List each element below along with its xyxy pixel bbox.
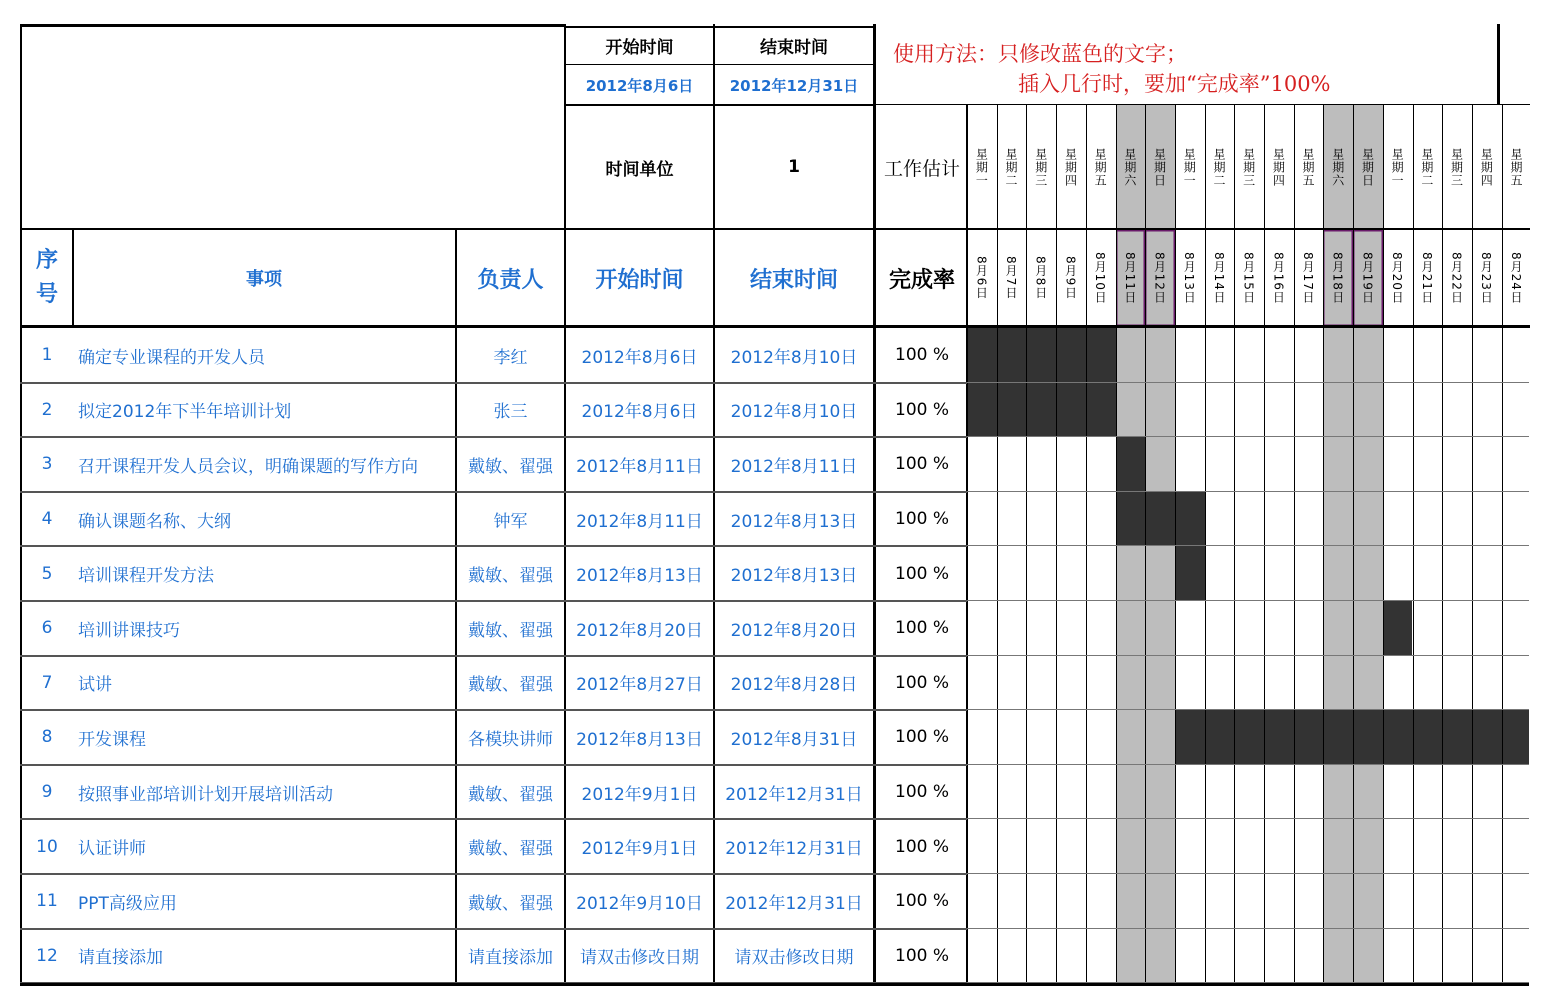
grid-line bbox=[966, 104, 968, 983]
date-label bbox=[1323, 230, 1353, 326]
grid-row-line bbox=[20, 436, 967, 438]
task-completion-cell[interactable] bbox=[877, 546, 967, 601]
task-end: 请双击修改日期 bbox=[734, 948, 854, 969]
task-seq-cell bbox=[22, 929, 72, 984]
date-text: 8月6日 bbox=[974, 256, 989, 300]
task-item: 拟定2012年下半年培训计划 bbox=[78, 402, 292, 423]
grid-left bbox=[20, 24, 22, 983]
task-seq: 7 bbox=[41, 672, 53, 693]
task-completion: 100 % bbox=[895, 891, 950, 912]
grid-day-line bbox=[1413, 104, 1414, 983]
task-seq-cell bbox=[22, 710, 72, 765]
date-text: 8月23日 bbox=[1479, 252, 1494, 304]
weekday-label bbox=[1175, 105, 1205, 229]
gantt-bar bbox=[967, 328, 1116, 383]
task-end-cell[interactable] bbox=[714, 383, 874, 438]
task-end-cell[interactable] bbox=[714, 929, 874, 984]
grid-line bbox=[713, 24, 715, 983]
task-completion-cell[interactable] bbox=[877, 328, 967, 383]
task-completion-cell[interactable] bbox=[877, 437, 967, 492]
weekday-text: 星期四 bbox=[1271, 147, 1286, 187]
task-end: 2012年8月28日 bbox=[730, 675, 858, 696]
grid-row-line bbox=[967, 545, 1529, 546]
task-completion: 100 % bbox=[895, 454, 950, 475]
task-owner-cell[interactable] bbox=[456, 383, 565, 438]
task-owner: 戴敏、翟强 bbox=[468, 893, 553, 914]
weekday-label bbox=[1264, 105, 1294, 229]
grid-day-line bbox=[1264, 104, 1265, 983]
task-item-cell[interactable] bbox=[72, 437, 456, 492]
task-owner: 请直接添加 bbox=[468, 948, 553, 969]
task-owner-cell[interactable] bbox=[456, 874, 565, 929]
task-end-cell[interactable] bbox=[714, 546, 874, 601]
weekday-label bbox=[967, 105, 997, 229]
task-item-cell[interactable] bbox=[72, 492, 456, 547]
grid-row-line bbox=[967, 928, 1529, 929]
weekday-label bbox=[1026, 105, 1056, 229]
task-end-cell[interactable] bbox=[714, 710, 874, 765]
task-item: 召开课程开发人员会议，明确课题的写作方向 bbox=[78, 456, 418, 477]
task-end-cell[interactable] bbox=[714, 492, 874, 547]
task-owner: 戴敏、翟强 bbox=[468, 784, 553, 805]
weekday-label bbox=[1056, 105, 1086, 229]
date-label bbox=[1116, 230, 1146, 326]
task-owner-cell[interactable] bbox=[456, 601, 565, 656]
date-text: 8月8日 bbox=[1033, 256, 1048, 300]
grid-day-line bbox=[1383, 104, 1384, 983]
weekday-text: 星期一 bbox=[974, 147, 989, 187]
grid-day-line bbox=[1086, 104, 1087, 983]
date-label bbox=[1413, 230, 1443, 326]
weekday-text: 星期一 bbox=[1390, 147, 1405, 187]
weekday-label bbox=[1413, 105, 1443, 229]
task-item-cell[interactable] bbox=[72, 383, 456, 438]
date-text: 8月22日 bbox=[1449, 252, 1464, 304]
weekday-text: 星期六 bbox=[1330, 147, 1345, 187]
task-start-cell[interactable] bbox=[565, 765, 714, 820]
date-text: 8月9日 bbox=[1063, 256, 1078, 300]
task-start: 2012年8月13日 bbox=[576, 566, 703, 587]
grid-row-line bbox=[20, 709, 967, 711]
date-text: 8月11日 bbox=[1122, 252, 1137, 304]
weekday-text: 星期三 bbox=[1449, 147, 1464, 187]
grid-day-line bbox=[1145, 104, 1146, 983]
usage-note-line2: 插入几行时，要加“完成率”100% bbox=[1018, 72, 1331, 96]
task-seq: 6 bbox=[41, 618, 53, 639]
grid-day-line bbox=[1175, 104, 1176, 983]
grid-line bbox=[564, 24, 566, 983]
task-completion: 100 % bbox=[895, 563, 950, 584]
grid-row-line bbox=[967, 764, 1529, 765]
weekday-label bbox=[1502, 105, 1532, 229]
weekday-text: 星期六 bbox=[1122, 147, 1137, 187]
weekday-label bbox=[1442, 105, 1472, 229]
task-end: 2012年8月13日 bbox=[730, 566, 858, 587]
task-item: PPT高级应用 bbox=[78, 893, 177, 914]
task-end-cell[interactable] bbox=[714, 765, 874, 820]
task-start-cell[interactable] bbox=[565, 819, 714, 874]
task-seq: 1 bbox=[41, 345, 53, 366]
task-end: 2012年8月10日 bbox=[730, 347, 858, 368]
task-completion-cell[interactable] bbox=[877, 601, 967, 656]
grid-day-line bbox=[1353, 104, 1354, 983]
task-item-cell[interactable] bbox=[72, 819, 456, 874]
weekday-text: 星期二 bbox=[1211, 147, 1226, 187]
grid-line bbox=[1497, 24, 1500, 104]
task-seq: 5 bbox=[41, 563, 53, 584]
task-owner: 李红 bbox=[493, 347, 528, 368]
weekday-label bbox=[1383, 105, 1413, 229]
task-start: 2012年8月6日 bbox=[581, 347, 698, 368]
weekday-label bbox=[1353, 105, 1383, 229]
task-owner-cell[interactable] bbox=[456, 656, 565, 711]
header-end-label: 结束时间 bbox=[760, 38, 828, 58]
task-start-cell[interactable] bbox=[565, 929, 714, 984]
task-item-cell[interactable] bbox=[72, 929, 456, 984]
task-item: 请直接添加 bbox=[78, 948, 163, 969]
weekday-label bbox=[1323, 105, 1353, 229]
task-end: 2012年12月31日 bbox=[725, 784, 863, 805]
grid-bottom bbox=[20, 983, 1529, 986]
task-completion: 100 % bbox=[895, 945, 950, 966]
task-owner-cell[interactable] bbox=[456, 710, 565, 765]
task-completion-cell[interactable] bbox=[877, 819, 967, 874]
date-text: 8月14日 bbox=[1211, 252, 1226, 304]
date-text: 8月17日 bbox=[1301, 252, 1316, 304]
weekday-text: 星期四 bbox=[1063, 147, 1078, 187]
grid-row-line bbox=[20, 764, 967, 766]
task-end-cell[interactable] bbox=[714, 437, 874, 492]
grid-top bbox=[20, 24, 565, 27]
grid-line bbox=[873, 24, 876, 983]
grid-day-line bbox=[1472, 104, 1473, 983]
header-end-value[interactable]: 2012年12月31日 bbox=[729, 76, 859, 95]
weekday-label bbox=[1294, 105, 1324, 229]
usage-note-line1: 使用方法：只修改蓝色的文字； bbox=[893, 42, 1187, 66]
task-start: 2012年8月20日 bbox=[576, 620, 703, 641]
task-item: 培训讲课技巧 bbox=[78, 620, 180, 641]
grid-row-line bbox=[967, 600, 1529, 601]
grid-row-line bbox=[20, 600, 967, 602]
task-seq-cell bbox=[22, 874, 72, 929]
task-start-cell[interactable] bbox=[565, 874, 714, 929]
date-label bbox=[1472, 230, 1502, 326]
task-owner: 戴敏、翟强 bbox=[468, 675, 553, 696]
grid-row-line bbox=[967, 873, 1529, 874]
task-seq-cell bbox=[22, 765, 72, 820]
col-seq-text: 序号 bbox=[35, 248, 58, 307]
grid-day-line bbox=[1323, 104, 1324, 983]
task-end: 2012年12月31日 bbox=[725, 839, 863, 860]
grid-row-line bbox=[967, 382, 1529, 383]
task-seq: 10 bbox=[36, 836, 58, 857]
grid-row-line bbox=[20, 491, 967, 493]
task-end-cell[interactable] bbox=[714, 874, 874, 929]
task-start: 2012年9月10日 bbox=[576, 893, 703, 914]
task-seq-cell bbox=[22, 492, 72, 547]
task-seq-cell bbox=[22, 601, 72, 656]
grid-top-right bbox=[565, 26, 874, 28]
date-text: 8月20日 bbox=[1390, 252, 1405, 304]
task-item-cell[interactable] bbox=[72, 546, 456, 601]
task-start: 2012年9月1日 bbox=[581, 839, 698, 860]
weekday-text: 星期日 bbox=[1152, 147, 1167, 187]
date-label bbox=[1086, 230, 1116, 326]
grid-line bbox=[565, 64, 874, 65]
task-completion: 100 % bbox=[895, 782, 950, 803]
grid-line bbox=[565, 104, 874, 106]
grid-day-line bbox=[1294, 104, 1295, 983]
task-start-cell[interactable] bbox=[565, 437, 714, 492]
date-label bbox=[1175, 230, 1205, 326]
task-owner: 各模块讲师 bbox=[468, 729, 553, 750]
task-start: 请双击修改日期 bbox=[580, 948, 699, 969]
task-start-cell[interactable] bbox=[565, 710, 714, 765]
task-owner: 戴敏、翟强 bbox=[468, 839, 553, 860]
task-completion: 100 % bbox=[895, 509, 950, 530]
task-owner: 张三 bbox=[493, 402, 528, 423]
task-owner-cell[interactable] bbox=[456, 929, 565, 984]
date-label bbox=[997, 230, 1027, 326]
task-end-cell[interactable] bbox=[714, 328, 874, 383]
grid-row-line bbox=[967, 655, 1529, 656]
grid-day-line bbox=[1234, 104, 1235, 983]
task-owner: 戴敏、翟强 bbox=[468, 456, 553, 477]
col-seq-header bbox=[22, 230, 72, 326]
date-text: 8月24日 bbox=[1508, 252, 1523, 304]
task-completion-cell[interactable] bbox=[877, 710, 967, 765]
task-seq-cell bbox=[22, 328, 72, 383]
task-completion: 100 % bbox=[895, 345, 950, 366]
grid-row-line bbox=[20, 818, 967, 820]
task-item: 开发课程 bbox=[78, 729, 146, 750]
col-completion-header: 完成率 bbox=[888, 267, 955, 293]
task-item: 按照事业部培训计划开展培训活动 bbox=[78, 784, 333, 805]
grid-row-line bbox=[967, 709, 1529, 710]
task-start: 2012年9月1日 bbox=[581, 784, 698, 805]
weekday-text: 星期一 bbox=[1182, 147, 1197, 187]
task-completion: 100 % bbox=[895, 618, 950, 639]
gantt-bar bbox=[1175, 546, 1205, 601]
gantt-bar bbox=[967, 383, 1116, 438]
task-end-cell[interactable] bbox=[714, 656, 874, 711]
weekday-text: 星期二 bbox=[1004, 147, 1019, 187]
weekday-text: 星期五 bbox=[1093, 147, 1108, 187]
task-completion-cell[interactable] bbox=[877, 874, 967, 929]
date-text: 8月19日 bbox=[1360, 252, 1375, 304]
date-label bbox=[1294, 230, 1324, 326]
task-end: 2012年8月20日 bbox=[730, 620, 858, 641]
task-item-cell[interactable] bbox=[72, 765, 456, 820]
grid-day-line bbox=[1205, 104, 1206, 983]
col-start-header: 开始时间 bbox=[595, 267, 684, 293]
task-item: 试讲 bbox=[78, 675, 112, 696]
task-end: 2012年8月13日 bbox=[730, 511, 858, 532]
task-start: 2012年8月11日 bbox=[576, 456, 703, 477]
task-completion: 100 % bbox=[895, 672, 950, 693]
grid-day-line bbox=[1026, 104, 1027, 983]
task-completion: 100 % bbox=[895, 399, 950, 420]
grid-line bbox=[20, 228, 1530, 230]
grid-row-line bbox=[967, 436, 1529, 437]
weekday-label bbox=[1205, 105, 1235, 229]
task-seq-cell bbox=[22, 656, 72, 711]
task-start-cell[interactable] bbox=[565, 656, 714, 711]
task-start-cell[interactable] bbox=[565, 546, 714, 601]
date-text: 8月16日 bbox=[1271, 252, 1286, 304]
task-end: 2012年12月31日 bbox=[725, 893, 863, 914]
task-completion: 100 % bbox=[895, 727, 950, 748]
task-item-cell[interactable] bbox=[72, 601, 456, 656]
date-label bbox=[1056, 230, 1086, 326]
task-item: 认证讲师 bbox=[78, 839, 146, 860]
task-completion-cell[interactable] bbox=[877, 765, 967, 820]
task-seq: 8 bbox=[41, 727, 53, 748]
task-completion: 100 % bbox=[895, 836, 950, 857]
grid-row-line bbox=[20, 382, 967, 384]
time-unit-value[interactable]: 1 bbox=[788, 157, 800, 177]
task-start-cell[interactable] bbox=[565, 383, 714, 438]
grid-row-line bbox=[20, 873, 967, 875]
task-seq-cell bbox=[22, 437, 72, 492]
task-end: 2012年8月11日 bbox=[730, 456, 858, 477]
task-seq: 3 bbox=[41, 454, 53, 475]
weekday-label bbox=[1086, 105, 1116, 229]
date-label bbox=[1383, 230, 1413, 326]
task-start: 2012年8月6日 bbox=[581, 402, 698, 423]
grid-row-line bbox=[967, 818, 1529, 819]
weekday-text: 星期四 bbox=[1479, 147, 1494, 187]
date-text: 8月15日 bbox=[1241, 252, 1256, 304]
task-seq-cell bbox=[22, 383, 72, 438]
grid-day-line bbox=[997, 104, 998, 983]
weekday-text: 星期三 bbox=[1241, 147, 1256, 187]
date-text: 8月13日 bbox=[1182, 252, 1197, 304]
grid-row-line bbox=[20, 655, 967, 657]
task-end-cell[interactable] bbox=[714, 819, 874, 874]
gantt-bar bbox=[1175, 710, 1529, 765]
task-owner-cell[interactable] bbox=[456, 819, 565, 874]
task-seq: 11 bbox=[36, 891, 58, 912]
col-owner-header: 负责人 bbox=[477, 267, 544, 293]
time-unit-label: 时间单位 bbox=[605, 159, 674, 180]
weekday-text: 星期五 bbox=[1301, 147, 1316, 187]
weekday-label bbox=[997, 105, 1027, 229]
work-estimate-label: 工作估计 bbox=[883, 157, 960, 180]
gantt-bar bbox=[1116, 492, 1205, 547]
grid-line bbox=[874, 104, 1530, 105]
task-owner-cell[interactable] bbox=[456, 492, 565, 547]
task-owner-cell[interactable] bbox=[456, 437, 565, 492]
grid-line bbox=[455, 228, 457, 983]
weekday-text: 星期五 bbox=[1508, 147, 1523, 187]
grid-line bbox=[72, 228, 74, 328]
task-end: 2012年8月10日 bbox=[730, 402, 858, 423]
header-start-label: 开始时间 bbox=[605, 38, 674, 58]
date-text: 8月7日 bbox=[1004, 256, 1019, 300]
task-start: 2012年8月13日 bbox=[576, 729, 703, 750]
task-start-cell[interactable] bbox=[565, 492, 714, 547]
task-seq: 2 bbox=[41, 399, 53, 420]
task-completion-cell[interactable] bbox=[877, 929, 967, 984]
weekday-text: 星期日 bbox=[1360, 147, 1375, 187]
task-owner: 戴敏、翟强 bbox=[468, 566, 553, 587]
weekday-label bbox=[1234, 105, 1264, 229]
task-item-cell[interactable] bbox=[72, 656, 456, 711]
task-seq: 9 bbox=[41, 782, 53, 803]
grid-day-line bbox=[1442, 104, 1443, 983]
task-item: 培训课程开发方法 bbox=[78, 566, 214, 587]
date-label bbox=[1234, 230, 1264, 326]
task-item-cell[interactable] bbox=[72, 328, 456, 383]
task-owner: 戴敏、翟强 bbox=[468, 620, 553, 641]
col-end-header: 结束时间 bbox=[749, 267, 838, 293]
task-seq-cell bbox=[22, 819, 72, 874]
date-text: 8月12日 bbox=[1152, 252, 1167, 304]
task-owner-cell[interactable] bbox=[456, 765, 565, 820]
task-completion-cell[interactable] bbox=[877, 656, 967, 711]
task-item-cell[interactable] bbox=[72, 874, 456, 929]
date-label bbox=[1442, 230, 1472, 326]
task-seq: 12 bbox=[36, 945, 58, 966]
grid-day-line bbox=[1502, 104, 1503, 983]
date-label bbox=[1205, 230, 1235, 326]
col-item-header: 事项 bbox=[246, 269, 282, 290]
task-item: 确定专业课程的开发人员 bbox=[78, 347, 265, 368]
date-label bbox=[1353, 230, 1383, 326]
gantt-bar bbox=[1383, 601, 1413, 656]
task-end-cell[interactable] bbox=[714, 601, 874, 656]
weekday-label bbox=[1145, 105, 1175, 229]
grid-row-line bbox=[20, 545, 967, 547]
date-text: 8月10日 bbox=[1093, 252, 1108, 304]
task-owner-cell[interactable] bbox=[456, 546, 565, 601]
date-text: 8月18日 bbox=[1330, 252, 1345, 304]
task-owner-cell[interactable] bbox=[456, 328, 565, 383]
task-start-cell[interactable] bbox=[565, 328, 714, 383]
task-item: 确认课题名称、大纲 bbox=[78, 511, 231, 532]
grid-row-line bbox=[20, 928, 967, 930]
grid-day-line bbox=[1056, 104, 1057, 983]
task-seq: 4 bbox=[41, 509, 53, 530]
weekday-label bbox=[1472, 105, 1502, 229]
task-start: 2012年8月11日 bbox=[576, 511, 703, 532]
date-text: 8月21日 bbox=[1419, 252, 1434, 304]
task-end: 2012年8月31日 bbox=[730, 729, 858, 750]
date-label bbox=[967, 230, 997, 326]
task-completion-cell[interactable] bbox=[877, 383, 967, 438]
weekday-label bbox=[1116, 105, 1146, 229]
date-label bbox=[1145, 230, 1175, 326]
weekday-text: 星期三 bbox=[1033, 147, 1048, 187]
task-start-cell[interactable] bbox=[565, 601, 714, 656]
task-seq-cell bbox=[22, 546, 72, 601]
task-owner: 钟军 bbox=[493, 511, 528, 532]
header-start-value[interactable]: 2012年8月6日 bbox=[585, 76, 694, 95]
grid-header-bottom bbox=[20, 325, 1530, 328]
weekday-text: 星期二 bbox=[1419, 147, 1434, 187]
task-start: 2012年8月27日 bbox=[576, 675, 703, 696]
date-label bbox=[1026, 230, 1056, 326]
grid-row-line bbox=[967, 491, 1529, 492]
date-label bbox=[1502, 230, 1532, 326]
task-item-cell[interactable] bbox=[72, 710, 456, 765]
date-label bbox=[1264, 230, 1294, 326]
gantt-bar bbox=[1116, 437, 1146, 492]
task-completion-cell[interactable] bbox=[877, 492, 967, 547]
grid-day-line bbox=[1116, 104, 1117, 983]
